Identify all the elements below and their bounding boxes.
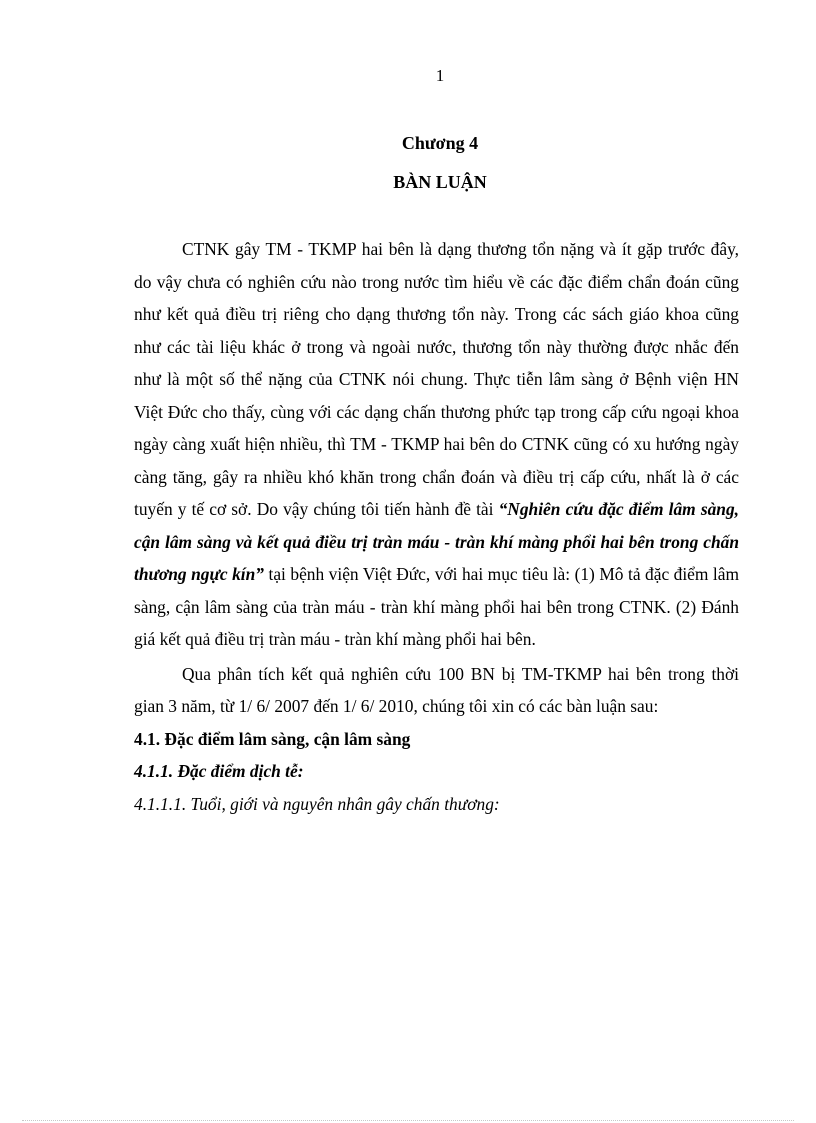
section-4-1-1-1-heading: 4.1.1.1. Tuổi, giới và nguyên nhân gây chấn thương: [134, 793, 500, 814]
summary-paragraph: Qua phân tích kết quả nghiên cứu 100 BN bị TM-TKMP hai bên trong thời gian 3 năm, từ 1/ 6/ 2007 đến 1/ 6/ 2010, chúng tôi xin có các bàn luận sau: [134, 663, 739, 716]
page-bottom-divider [22, 1120, 794, 1121]
intro-text-after: tại bệnh viện Việt Đức, với hai mục tiêu là: (1) Mô tả đặc điểm lâm sàng, cận lâm sàng của tràn máu - tràn khí màng phổi hai bên trong CTNK. (2) Đánh giá kết quả điều trị tràn máu - tràn khí màng phổi hai bên. [134, 564, 739, 649]
section-4-1-1-heading: 4.1.1. Đặc điểm dịch tễ: [134, 761, 304, 781]
study-title: “Nghiên cứu đặc điểm lâm sàng, cận lâm sàng và kết quả điều trị tràn máu - tràn khí màng phổi hai bên trong chấn thương ngực kín” [134, 499, 739, 584]
section-4-1-heading: 4.1. Đặc điểm lâm sàng, cận lâm sàng [134, 728, 411, 749]
intro-paragraph [134, 233, 739, 656]
chapter-label: Chương 4 [401, 133, 479, 153]
page-number: 1 [435, 66, 445, 85]
intro-text-before: CTNK gây TM - TKMP hai bên là dạng thương tổn nặng và ít gặp trước đây, do vậy chưa có nghiên cứu nào trong nước tìm hiểu về các đặc điểm chẩn đoán cũng như kết quả điều trị riêng cho dạng thương tổn này. Trong các sách giáo khoa cũng như các tài liệu khác ở trong và ngoài nước, thương tổn này thường được nhắc đến như là một số thể nặng của CTNK nói chung. Thực tiễn lâm sàng ở Bệnh viện HN Việt Đức cho thấy, cùng với các dạng chấn thương phức tạp trong cấp cứu ngoại khoa ngày càng xuất hiện nhiều, thì TM - TKMP hai bên do CTNK cũng có xu hướng ngày càng tăng, gây ra nhiều khó khăn trong chẩn đoán và điều trị cấp cứu, nhất là ở các tuyến y tế cơ sở. Do vậy chúng tôi tiến hành đề tài [134, 239, 739, 519]
document-body [134, 233, 739, 820]
chapter-title: BÀN LUẬN [393, 172, 487, 192]
